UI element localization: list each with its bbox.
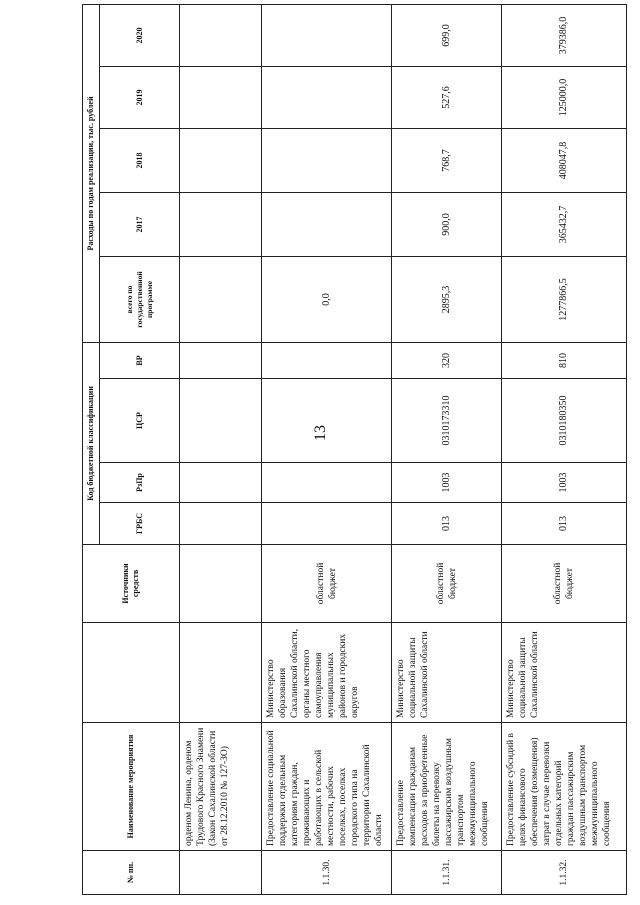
header-2017: 2017 [100, 192, 180, 256]
row-2020: 379386,0 [502, 4, 627, 66]
row-rzpr [262, 463, 392, 503]
row-rzpr [180, 463, 262, 503]
table-row [262, 4, 392, 894]
header-expenses-group: Расходы по годам реализации, тыс. рублей [83, 4, 100, 342]
header-2018: 2018 [100, 128, 180, 192]
row-2020: 699,0 [392, 4, 502, 66]
header-total: всего по государственной программе [100, 256, 180, 342]
row-name: орденом Ленина, орденом Трудового Красного Знамени (Закон Сахалинской области от 28.12.2010 № 127-ЗО) [180, 723, 262, 851]
row-rzpr: 1003 [502, 463, 627, 503]
row-vr [262, 342, 392, 378]
header-2020: 2020 [100, 4, 180, 66]
header-executor [83, 623, 180, 723]
row-2017 [180, 192, 262, 256]
row-2019 [262, 66, 392, 128]
row-2018 [180, 128, 262, 192]
row-name: Предоставление субсидий в целях финансового обеспечения (возмещения) затрат в случае перевозки отдельных категорий граждан пассажирским воздушным транспортом межмуниципального сообщения [502, 723, 627, 851]
header-budget-group: Код бюджетной классификации [83, 342, 100, 544]
row-csr [180, 379, 262, 463]
row-2019: 125000,0 [502, 66, 627, 128]
row-csr: 0310180350 [502, 379, 627, 463]
table-rotator [82, 5, 627, 895]
header-2019: 2019 [100, 66, 180, 128]
row-2018: 768,7 [392, 128, 502, 192]
row-vr [180, 342, 262, 378]
table-row [392, 4, 502, 894]
row-rzpr: 1003 [392, 463, 502, 503]
row-total: 1277866,5 [502, 256, 627, 342]
row-name: Предоставление социальной поддержки отдельным категориям граждан, проживающих и работающих в сельской местности, рабочих поселках, поселках городского типа на территории Сахалинской области [262, 723, 392, 851]
header-rzpr: РзПр [100, 463, 180, 503]
row-num: 1.1.30. [262, 851, 392, 895]
row-total [180, 256, 262, 342]
row-executor: Министерство социальной защиты Сахалинской области [392, 623, 502, 723]
row-grbs: 013 [392, 503, 502, 545]
row-2018 [262, 128, 392, 192]
row-num [180, 851, 262, 895]
row-executor: Министерство социальной защиты Сахалинской области [502, 623, 627, 723]
row-executor: Министерство образования Сахалинской области, органы местного самоуправления муниципальных районов и городских округов [262, 623, 392, 723]
row-2017 [262, 192, 392, 256]
row-num: 1.1.31. [392, 851, 502, 895]
header-vr: ВР [100, 342, 180, 378]
header-name: Наименование мероприятия [83, 723, 180, 851]
page-number: 13 [312, 425, 329, 441]
row-executor [180, 623, 262, 723]
rotated-table-frame [82, 5, 627, 895]
row-csr: 0310173310 [392, 379, 502, 463]
row-source: областной бюджет [502, 545, 627, 623]
table-row [180, 4, 262, 894]
row-grbs [262, 503, 392, 545]
row-2017: 900,0 [392, 192, 502, 256]
header-num: № пп. [83, 851, 180, 895]
row-source [180, 545, 262, 623]
row-grbs [180, 503, 262, 545]
row-vr: 320 [392, 342, 502, 378]
budget-table [82, 4, 627, 895]
header-source: Источники средств [83, 545, 180, 623]
table-row [502, 4, 627, 894]
row-2020 [262, 4, 392, 66]
row-2019 [180, 66, 262, 128]
row-total: 0,0 [262, 256, 392, 342]
row-vr: 810 [502, 342, 627, 378]
row-num: 1.1.32. [502, 851, 627, 895]
header-csr: ЦСР [100, 379, 180, 463]
header-grbs: ГРБС [100, 503, 180, 545]
row-source: областной бюджет [262, 545, 392, 623]
row-2017: 365432,7 [502, 192, 627, 256]
row-2018: 408047,8 [502, 128, 627, 192]
row-name: Предоставление компенсации гражданам расходов за приобретенные билеты на перевозку пассажирским воздушным транспортом межмуниципального сообщения [392, 723, 502, 851]
row-2019: 527,6 [392, 66, 502, 128]
row-total: 2895,3 [392, 256, 502, 342]
row-2020 [180, 4, 262, 66]
row-source: областной бюджет [392, 545, 502, 623]
row-csr [262, 379, 392, 463]
row-grbs: 013 [502, 503, 627, 545]
